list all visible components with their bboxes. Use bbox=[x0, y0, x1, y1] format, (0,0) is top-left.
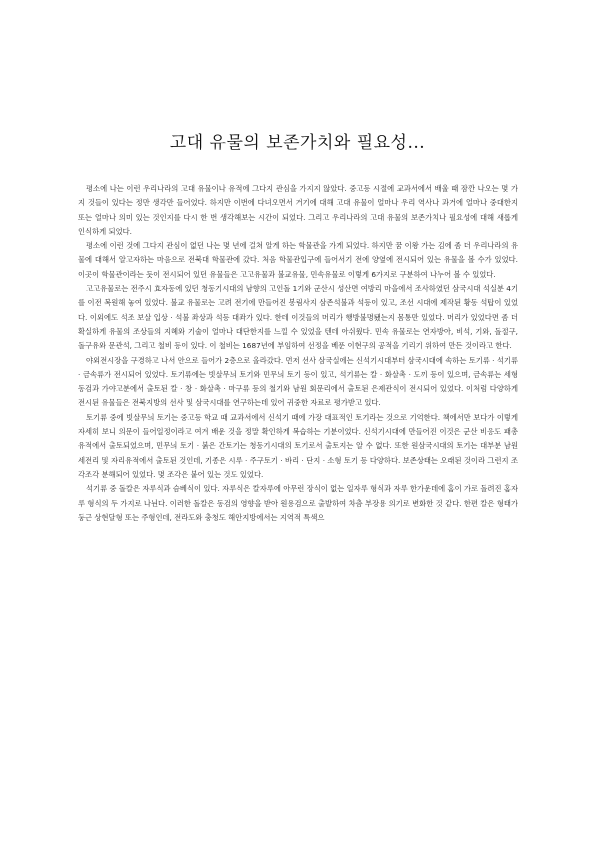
paragraph: 고고유물로는 전주시 효자동에 있던 청동기시대의 남향의 고인돌 1기와 군산시 성산면 여방리 마을에서 조사하였던 삼국시대 석실분 4기를 이전 복원해 놓여 있었다. 불교 유물로는 고려 전기에 만들어진 봉림사지 삼존석불과 석등이 있고, 조선 시대에 제작된 황동 석탑이 있었다. 이외에도 석조 보살 입상 · 석불 좌상과 석등 대좌가 있다. 한데 이것들의 머리가 행방불명됐는지 몸통만 있었다. 머리가 있었다면 좀 더 확실하게 유물의 조상들의 지혜와 기술이 얼마나 대단한지를 느낄 수 있었을 텐데 아쉬웠다. 민속 유물로는 연자방아, 비석, 기와, 돌절구, 돌구유와 문관석, 그리고 철비 등이 있다. 이 철비는 1687년에 부임하여 선정을 베푼 이현구의 공적을 기리기 위하여 만든 것이라고 한다. bbox=[78, 284, 518, 351]
paragraph: 석기류 중 돌칼은 자루식과 슴베식이 있다. 자루식은 칼자루에 아무런 장식이 없는 일자루 형식과 자루 한가운데에 홈이 가로 돌려진 홈자루 형식의 두 가지로 나뉜다. 이러한 돌칼은 동검의 영향을 받아 원용검으로 출발하여 차츰 부장용 의기로 변화한 것 같다. 한편 칼은 형태가 둥근 상현달형 또는 주형인데, 전라도와 충청도 해안지방에서는 지역적 특색으 bbox=[78, 484, 518, 522]
paragraph: 토기류 중에 빗살무늬 토기는 중고등 학교 때 교과서에서 신석기 때에 가장 대표적인 토기라는 것으로 기억한다. 책에서만 보다가 이렇게 자세히 보니 의문이 들어일정이라고 여겨 배운 것을 정말 확인하게 복습하는 기분이었다. 신석기시대에 만들어진 이것은 군산 비응도 패총유적에서 출토되었으며, 민무늬 토기 · 붉은 간토기는 청동기시대의 토기로서 출토지는 알 수 없다. 또한 원삼국시대의 토기는 대부분 남원 세전리 및 자리유적에서 출토된 것인데, 기종은 시루 · 주구토기 · 바리 · 단지 · 소형 토기 등 다양하다. 보존상태는 오래된 것이라 그런지 조각조각 분해되어 있었다. 몇 조각은 붙어 있는 것도 있었다. bbox=[78, 412, 518, 479]
document-body bbox=[78, 182, 518, 525]
paragraph: 야외전시장을 구경하고 나서 안으로 들어가 2층으로 올라갔다. 먼저 선사 삼국실에는 신석기시대부터 삼국시대에 속하는 토기류 · 석기류 · 금속류가 전시되어 있었다. 토기류에는 빗살무늬 토기와 민무늬 토기 등이 있고, 석기류는 칼 · 화살촉 · 도끼 등이 있으며, 금속류는 세형동검과 가야고분에서 출토된 칼 · 창 · 화살촉 · 마구류 등의 철기와 남원 회문리에서 출토된 은제관식이 전시되어 있었다. 이처럼 다양하게 전시된 유물들은 전북지방의 선사 및 삼국시대를 연구하는데 있어 귀중한 자료로 평가받고 있다. bbox=[78, 355, 518, 408]
paragraph: 평소에 이런 것에 그다지 관심이 없던 나는 몇 년에 걸쳐 알게 하는 학물관을 가게 되었다. 하지만 꿈 이왕 가는 김에 좀 더 우리나라의 유물에 대해서 알고자하는 마음으로 전북대 학물관에 갔다. 처음 학물관입구에 들어서기 전에 양옆에 전시되어 있는 유물을 볼 수가 있었다. 이곳이 학물관이라는 듯이 전시되어 있던 유물들은 고고유물과 불교유물, 민속유물로 이렇게 6가지로 구분하여 나누어 볼 수 있었다. bbox=[78, 241, 518, 279]
document-title: 고대 유물의 보존가치와 필요성... bbox=[169, 133, 426, 153]
paragraph: 평소에 나는 이런 우리나라의 고대 유물이나 유적에 그다지 관심을 가지지 않았다. 중고등 시절에 교과서에서 배울 때 잠깐 나오는 몇 가지 것들이 있다는 정만 생각만 들어었다. 하지만 이번에 다녀오면서 거기에 대해 고대 유물이 얼마나 우리 역사나 과거에 얼마나 중대한지 또는 얼마나 의미 있는 것인지를 다시 한 번 생각해보는 시간이 되었다. 그리고 우리나라의 고대 유물의 보존가치나 필요성에 대해 새롭게 인식하게 되었다. bbox=[78, 184, 518, 236]
